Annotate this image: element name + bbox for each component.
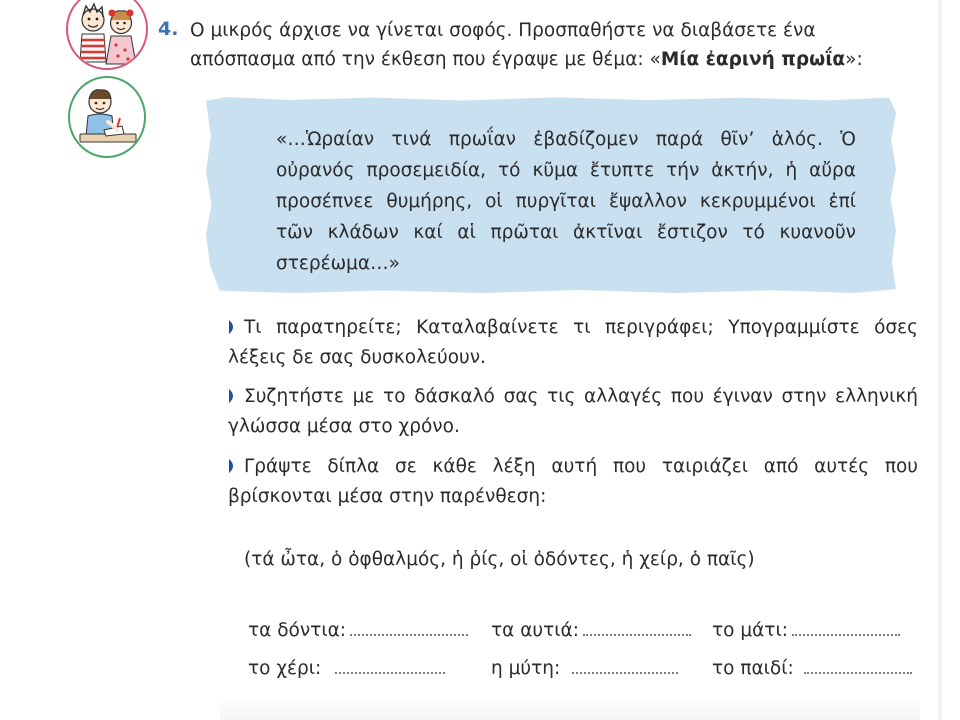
bullet-instruction-1 — [228, 313, 918, 373]
exercise-instruction — [190, 16, 920, 74]
bullet-instruction-2 — [228, 382, 918, 442]
essay-title: Μία ἐαρινή πρωΐα — [660, 49, 846, 70]
writing-child-icon — [68, 76, 146, 158]
exercise-intro-end: »: — [845, 49, 863, 70]
fill-in-blank[interactable] — [572, 658, 678, 674]
essay-excerpt: «…Ὡραίαν τινά πρωΐαν ἐβαδίζομεν παρά θῖν’ ἁλός. Ὁ οὐρανός προσεμειδία, τό κῦμα ἔτυπτε τήν ἀκτήν, ἡ αὔρα προσέπνεε θυμήρης, οἱ πυργῖται ἔψαλλον κεκρυμμένοι ἐπί τῶν κλάδων καί αἱ πρῶται ἀκτῖναι ἔστιζον τό κυανοῦν στερέωμα…» — [276, 129, 856, 274]
fill-in-blank[interactable] — [335, 658, 445, 674]
fill-in-label: τα αυτιά: — [491, 620, 579, 641]
fill-in-item — [248, 657, 445, 681]
fill-in-item — [712, 657, 912, 681]
bullet-triangle-icon — [228, 388, 238, 404]
fill-in-item — [491, 619, 691, 643]
fill-in-label: το παιδί: — [712, 658, 794, 679]
bullet-instruction-3 — [228, 452, 918, 512]
bullet-triangle-icon — [228, 458, 238, 474]
exercise-number: 4. — [158, 18, 179, 40]
fill-in-blank[interactable] — [804, 658, 912, 674]
bullet-text: Συζητήστε με το δάσκαλό σας τις αλλαγές που έγιναν στην ελληνική γλώσσα μέσα στο χρόνο. — [228, 386, 918, 437]
bullet-text: Τι παρατηρείτε; Καταλαβαίνετε τι περιγράφει; Υπογραμμίστε όσες λέξεις δε σας δυσκολεύουν. — [228, 317, 918, 368]
bullet-triangle-icon — [228, 319, 238, 335]
fill-in-blank[interactable] — [350, 620, 468, 636]
fill-in-blank[interactable] — [583, 620, 691, 636]
page-edge — [938, 0, 942, 720]
fill-in-label: η μύτη: — [491, 658, 561, 679]
fill-in-label: το μάτι: — [712, 620, 788, 641]
exercise-intro-text: Ο μικρός άρχισε να γίνεται σοφός. Προσπαθήστε να διαβάσετε ένα απόσπασμα από την έκθεση που έγραψε με θέμα: « — [190, 20, 816, 70]
fill-in-item — [491, 657, 678, 681]
fill-in-item — [248, 619, 468, 643]
fill-in-label: τα δόντια: — [248, 620, 347, 641]
fill-in-item — [712, 619, 900, 643]
next-page-fade — [220, 698, 920, 720]
kids-icon — [66, 0, 148, 70]
bullet-text: Γράψτε δίπλα σε κάθε λέξη αυτή που ταιριάζει από αυτές που βρίσκονται μέσα στην παρένθεση: — [228, 456, 918, 507]
fill-in-blank[interactable] — [792, 620, 900, 636]
ancient-word-list: (τά ὦτα, ὁ ὀφθαλμός, ἡ ῥίς, οἱ ὀδόντες, ἡ χείρ, ὁ παῖς) — [244, 549, 755, 570]
fill-in-label: το χέρι: — [248, 658, 322, 679]
